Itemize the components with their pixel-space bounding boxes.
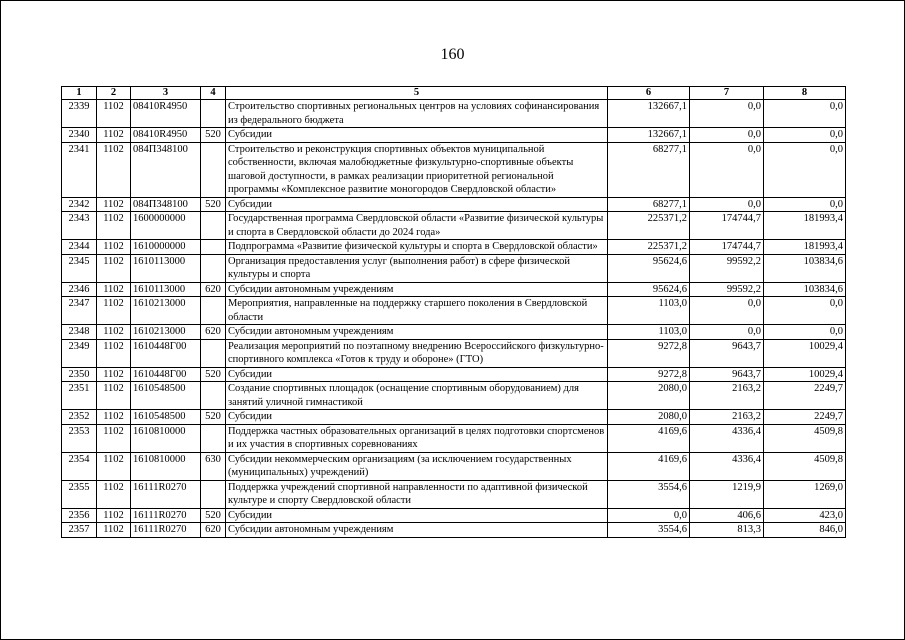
expense-type-cell: 520 <box>201 367 226 382</box>
amount-col6-cell: 1103,0 <box>608 297 690 325</box>
amount-col6-cell: 68277,1 <box>608 197 690 212</box>
target-code-cell: 1610000000 <box>131 240 201 255</box>
amount-col7-cell: 0,0 <box>690 128 764 143</box>
row-number-cell: 2352 <box>62 410 97 425</box>
table-row <box>62 410 846 425</box>
amount-col8-cell: 0,0 <box>764 297 846 325</box>
table-row <box>62 424 846 452</box>
table-row <box>62 100 846 128</box>
row-number-cell: 2348 <box>62 325 97 340</box>
amount-col8-cell: 0,0 <box>764 142 846 197</box>
amount-col8-cell: 423,0 <box>764 508 846 523</box>
expense-type-cell <box>201 424 226 452</box>
item-name-cell: Субсидии некоммерческим организациям (за исключением государственных (муниципальных) учреждений) <box>226 452 608 480</box>
amount-col8-cell: 0,0 <box>764 128 846 143</box>
amount-col6-cell: 225371,2 <box>608 240 690 255</box>
table-row <box>62 523 846 538</box>
page-number: 160 <box>440 46 465 63</box>
target-code-cell: 1600000000 <box>131 212 201 240</box>
amount-col6-cell: 3554,6 <box>608 523 690 538</box>
item-name-cell: Субсидии автономным учреждениям <box>226 325 608 340</box>
header-cell: 4 <box>201 87 226 100</box>
row-number-cell: 2353 <box>62 424 97 452</box>
amount-col8-cell: 10029,4 <box>764 339 846 367</box>
item-name-cell: Мероприятия, направленные на поддержку старшего поколения в Свердловской области <box>226 297 608 325</box>
table-row <box>62 508 846 523</box>
row-number-cell: 2347 <box>62 297 97 325</box>
row-number-cell: 2346 <box>62 282 97 297</box>
section-code-cell: 1102 <box>97 254 131 282</box>
amount-col6-cell: 68277,1 <box>608 142 690 197</box>
item-name-cell: Поддержка учреждений спортивной направленности по адаптивной физической культуре и спорту Свердловской области <box>226 480 608 508</box>
amount-col8-cell: 1269,0 <box>764 480 846 508</box>
amount-col7-cell: 4336,4 <box>690 424 764 452</box>
amount-col7-cell: 0,0 <box>690 325 764 340</box>
section-code-cell: 1102 <box>97 480 131 508</box>
amount-col8-cell: 4509,8 <box>764 452 846 480</box>
target-code-cell: 08410R4950 <box>131 128 201 143</box>
table-row <box>62 480 846 508</box>
amount-col6-cell: 95624,6 <box>608 282 690 297</box>
expense-type-cell <box>201 100 226 128</box>
expense-type-cell <box>201 254 226 282</box>
amount-col8-cell: 0,0 <box>764 100 846 128</box>
expense-type-cell: 620 <box>201 523 226 538</box>
section-code-cell: 1102 <box>97 424 131 452</box>
expense-type-cell: 520 <box>201 508 226 523</box>
amount-col6-cell: 3554,6 <box>608 480 690 508</box>
target-code-cell: 1610113000 <box>131 282 201 297</box>
item-name-cell: Организация предоставления услуг (выполнения работ) в сфере физической культуры и спорта <box>226 254 608 282</box>
item-name-cell: Субсидии <box>226 367 608 382</box>
table-row <box>62 367 846 382</box>
header-cell: 3 <box>131 87 201 100</box>
amount-col8-cell: 181993,4 <box>764 212 846 240</box>
target-code-cell: 1610448Г00 <box>131 339 201 367</box>
amount-col7-cell: 0,0 <box>690 100 764 128</box>
amount-col6-cell: 225371,2 <box>608 212 690 240</box>
target-code-cell: 084П348100 <box>131 142 201 197</box>
target-code-cell: 1610810000 <box>131 452 201 480</box>
item-name-cell: Реализация мероприятий по поэтапному внедрению Всероссийского физкультурно-спортивного комплекса «Готов к труду и обороне» (ГТО) <box>226 339 608 367</box>
header-cell: 2 <box>97 87 131 100</box>
table-row <box>62 325 846 340</box>
amount-col7-cell: 2163,2 <box>690 410 764 425</box>
amount-col8-cell: 103834,6 <box>764 282 846 297</box>
target-code-cell: 1610810000 <box>131 424 201 452</box>
amount-col7-cell: 99592,2 <box>690 282 764 297</box>
expense-type-cell: 620 <box>201 282 226 297</box>
amount-col8-cell: 2249,7 <box>764 382 846 410</box>
row-number-cell: 2350 <box>62 367 97 382</box>
amount-col8-cell: 10029,4 <box>764 367 846 382</box>
target-code-cell: 16111R0270 <box>131 523 201 538</box>
item-name-cell: Субсидии автономным учреждениям <box>226 282 608 297</box>
amount-col7-cell: 99592,2 <box>690 254 764 282</box>
header-cell: 1 <box>62 87 97 100</box>
expense-type-cell: 520 <box>201 410 226 425</box>
table-row <box>62 452 846 480</box>
expense-type-cell: 630 <box>201 452 226 480</box>
expense-type-cell <box>201 142 226 197</box>
row-number-cell: 2342 <box>62 197 97 212</box>
expense-type-cell <box>201 297 226 325</box>
section-code-cell: 1102 <box>97 282 131 297</box>
target-code-cell: 1610113000 <box>131 254 201 282</box>
amount-col6-cell: 132667,1 <box>608 128 690 143</box>
expense-type-cell <box>201 240 226 255</box>
amount-col8-cell: 0,0 <box>764 325 846 340</box>
section-code-cell: 1102 <box>97 508 131 523</box>
target-code-cell: 1610548500 <box>131 382 201 410</box>
section-code-cell: 1102 <box>97 523 131 538</box>
section-code-cell: 1102 <box>97 452 131 480</box>
item-name-cell: Поддержка частных образовательных организаций в целях подготовки спортсменов и их участия в спортивных соревнованиях <box>226 424 608 452</box>
section-code-cell: 1102 <box>97 240 131 255</box>
amount-col6-cell: 2080,0 <box>608 382 690 410</box>
amount-col6-cell: 95624,6 <box>608 254 690 282</box>
amount-col8-cell: 4509,8 <box>764 424 846 452</box>
amount-col7-cell: 1219,9 <box>690 480 764 508</box>
table-row <box>62 254 846 282</box>
expense-type-cell: 520 <box>201 197 226 212</box>
row-number-cell: 2341 <box>62 142 97 197</box>
target-code-cell: 1610448Г00 <box>131 367 201 382</box>
amount-col8-cell: 0,0 <box>764 197 846 212</box>
table-row <box>62 382 846 410</box>
amount-col6-cell: 9272,8 <box>608 367 690 382</box>
amount-col8-cell: 846,0 <box>764 523 846 538</box>
section-code-cell: 1102 <box>97 100 131 128</box>
row-number-cell: 2343 <box>62 212 97 240</box>
amount-col6-cell: 4169,6 <box>608 424 690 452</box>
amount-col7-cell: 406,6 <box>690 508 764 523</box>
row-number-cell: 2344 <box>62 240 97 255</box>
section-code-cell: 1102 <box>97 212 131 240</box>
amount-col7-cell: 0,0 <box>690 297 764 325</box>
table-header-row <box>62 87 846 100</box>
header-cell: 7 <box>690 87 764 100</box>
target-code-cell: 16111R0270 <box>131 508 201 523</box>
table-row <box>62 212 846 240</box>
row-number-cell: 2339 <box>62 100 97 128</box>
item-name-cell: Строительство и реконструкция спортивных объектов муниципальной собственности, включая малобюджетные физкультурно-спортивные объекты шаговой доступности, в рамках реализации приоритетной региональной программы «Комплексное развитие моногородов Свердловской области» <box>226 142 608 197</box>
item-name-cell: Субсидии <box>226 410 608 425</box>
section-code-cell: 1102 <box>97 339 131 367</box>
amount-col6-cell: 0,0 <box>608 508 690 523</box>
section-code-cell: 1102 <box>97 142 131 197</box>
amount-col8-cell: 103834,6 <box>764 254 846 282</box>
section-code-cell: 1102 <box>97 367 131 382</box>
budget-table <box>61 86 846 538</box>
amount-col6-cell: 4169,6 <box>608 452 690 480</box>
item-name-cell: Субсидии <box>226 508 608 523</box>
row-number-cell: 2354 <box>62 452 97 480</box>
row-number-cell: 2351 <box>62 382 97 410</box>
section-code-cell: 1102 <box>97 382 131 410</box>
header-cell: 6 <box>608 87 690 100</box>
amount-col8-cell: 181993,4 <box>764 240 846 255</box>
amount-col6-cell: 1103,0 <box>608 325 690 340</box>
amount-col7-cell: 174744,7 <box>690 240 764 255</box>
expense-type-cell <box>201 212 226 240</box>
amount-col6-cell: 9272,8 <box>608 339 690 367</box>
target-code-cell: 1610548500 <box>131 410 201 425</box>
section-code-cell: 1102 <box>97 297 131 325</box>
target-code-cell: 084П348100 <box>131 197 201 212</box>
table-row <box>62 339 846 367</box>
item-name-cell: Субсидии автономным учреждениям <box>226 523 608 538</box>
amount-col7-cell: 0,0 <box>690 197 764 212</box>
expense-type-cell: 520 <box>201 128 226 143</box>
expense-type-cell <box>201 339 226 367</box>
section-code-cell: 1102 <box>97 410 131 425</box>
row-number-cell: 2345 <box>62 254 97 282</box>
target-code-cell: 16111R0270 <box>131 480 201 508</box>
header-cell: 5 <box>226 87 608 100</box>
table-row <box>62 282 846 297</box>
section-code-cell: 1102 <box>97 325 131 340</box>
amount-col7-cell: 0,0 <box>690 142 764 197</box>
item-name-cell: Подпрограмма «Развитие физической культуры и спорта в Свердловской области» <box>226 240 608 255</box>
section-code-cell: 1102 <box>97 128 131 143</box>
expense-type-cell: 620 <box>201 325 226 340</box>
table-row <box>62 297 846 325</box>
amount-col6-cell: 2080,0 <box>608 410 690 425</box>
item-name-cell: Государственная программа Свердловской области «Развитие физической культуры и спорта в Свердловской области до 2024 года» <box>226 212 608 240</box>
row-number-cell: 2355 <box>62 480 97 508</box>
amount-col6-cell: 132667,1 <box>608 100 690 128</box>
expense-type-cell <box>201 480 226 508</box>
amount-col7-cell: 2163,2 <box>690 382 764 410</box>
item-name-cell: Создание спортивных площадок (оснащение спортивным оборудованием) для занятий уличной гимнастикой <box>226 382 608 410</box>
amount-col7-cell: 4336,4 <box>690 452 764 480</box>
expense-type-cell <box>201 382 226 410</box>
amount-col7-cell: 813,3 <box>690 523 764 538</box>
header-cell: 8 <box>764 87 846 100</box>
table-row <box>62 128 846 143</box>
target-code-cell: 08410R4950 <box>131 100 201 128</box>
item-name-cell: Субсидии <box>226 128 608 143</box>
target-code-cell: 1610213000 <box>131 297 201 325</box>
row-number-cell: 2356 <box>62 508 97 523</box>
item-name-cell: Строительство спортивных региональных центров на условиях софинансирования из федерального бюджета <box>226 100 608 128</box>
amount-col7-cell: 174744,7 <box>690 212 764 240</box>
amount-col7-cell: 9643,7 <box>690 367 764 382</box>
table-row <box>62 240 846 255</box>
row-number-cell: 2349 <box>62 339 97 367</box>
amount-col8-cell: 2249,7 <box>764 410 846 425</box>
row-number-cell: 2340 <box>62 128 97 143</box>
target-code-cell: 1610213000 <box>131 325 201 340</box>
table-row <box>62 142 846 197</box>
amount-col7-cell: 9643,7 <box>690 339 764 367</box>
item-name-cell: Субсидии <box>226 197 608 212</box>
row-number-cell: 2357 <box>62 523 97 538</box>
table-row <box>62 197 846 212</box>
section-code-cell: 1102 <box>97 197 131 212</box>
